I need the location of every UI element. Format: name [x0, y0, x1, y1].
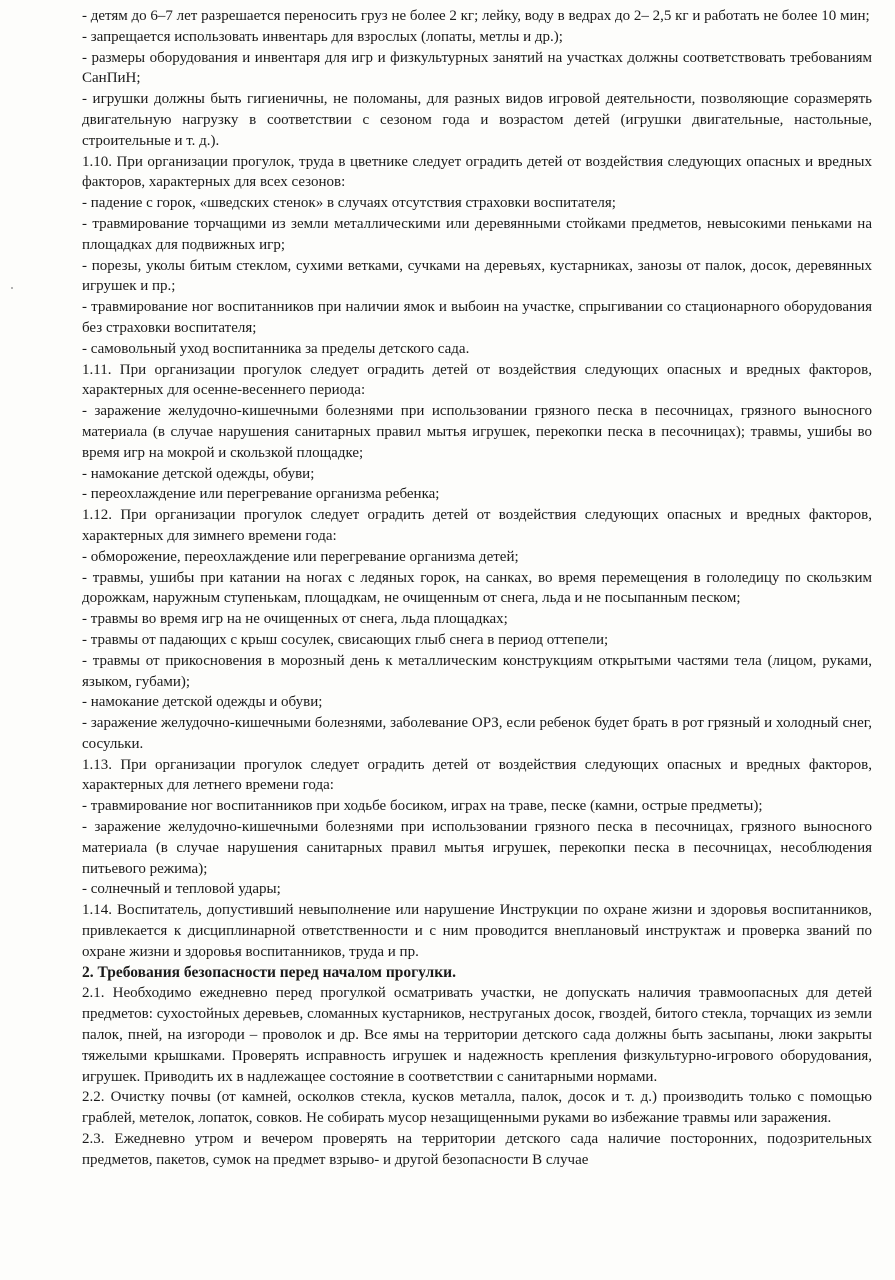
- section-heading: 2. Требования безопасности перед началом прогулки.: [82, 963, 456, 981]
- paragraph: - травмы, ушибы при катании на ногах с ледяных горок, на санках, во время перемещения в гололедицу по скользким дорожкам, наружным ступенькам, площадкам, не очищенным от снега, льда и не посыпанным песком;: [82, 569, 872, 607]
- paragraph: - игрушки должны быть гигиеничны, не поломаны, для разных видов игровой деятельности, позволяющие соразмерять двигательную нагрузку в соответствии с сезоном года и возрастом детей (игрушки двигательные, настольные, строительные и т. д.).: [82, 91, 872, 149]
- paragraph: - переохлаждение или перегревание организма ребенка;: [82, 486, 440, 503]
- scan-speck: [11, 287, 13, 289]
- paragraph: - травмы во время игр на не очищенных от снега, льда площадках;: [82, 611, 508, 628]
- paragraph: - порезы, уколы битым стеклом, сухими ветками, сучками на деревьях, кустарниках, занозы от палок, досок, деревянных игрушек и пр.;: [82, 257, 872, 295]
- paragraph: - травмирование ног воспитанников при ходьбе босиком, играх на траве, песке (камни, острые предметы);: [82, 798, 763, 815]
- document-body: [82, 6, 872, 1171]
- paragraph: - падение с горок, «шведских стенок» в случаях отсутствия страховки воспитателя;: [82, 195, 616, 212]
- paragraph: 2.1. Необходимо ежедневно перед прогулкой осматривать участки, не допускать наличия травмоопасных для детей предметов: сухостойных деревьев, сломанных кустарников, неструганых досок, гвоздей, битого стекла, торчащих из земли палок, пней, на изгороди – проволок и др. Все ямы на территории детского сада должны быть засыпаны, люки закрыты тяжелыми крышками. Проверять исправность игрушек и надежность крепления физкультурно-игрового оборудования, игрушек. Приводить их в надлежащее состояние в соответствии с санитарными нормами.: [82, 985, 872, 1085]
- paragraph: - травмы от прикосновения в морозный день к металлическим конструкциям открытыми частями тела (лицом, руками, языком, губами);: [82, 652, 872, 690]
- paragraph: - самовольный уход воспитанника за пределы детского сада.: [82, 340, 470, 357]
- paragraph: 1.13. При организации прогулок следует оградить детей от воздействия следующих опасных и вредных факторов, характерных для летнего времени года:: [82, 756, 872, 794]
- paragraph: - травмирование ног воспитанников при наличии ямок и выбоин на участке, спрыгивании со стационарного оборудования без страховки воспитателя;: [82, 299, 872, 336]
- paragraph: 1.14. Воспитатель, допустивший невыполнение или нарушение Инструкции по охране жизни и здоровья воспитанников, привлекается к дисциплинарной ответственности и с ним проводится внеплановый инструктаж и проверка званий по охране жизни и здоровья воспитанников, труда и пр.: [82, 902, 872, 960]
- paragraph: - заражение желудочно-кишечными болезнями при использовании грязного песка в песочницах, грязного выносного материала (в случае нарушения санитарных правил мытья игрушек, перекопки песка в песочницах); травмы, ушибы во время игр на мокрой и скользкой площадке;: [82, 403, 872, 461]
- paragraph: 2.3. Ежедневно утром и вечером проверять на территории детского сада наличие посторонних, подозрительных предметов, пакетов, сумок на предмет взрыво- и другой безопасности В случае: [82, 1131, 872, 1168]
- paragraph: - намокание детской одежды и обуви;: [82, 694, 323, 711]
- paragraph: - запрещается использовать инвентарь для взрослых (лопаты, метлы и др.);: [82, 28, 563, 45]
- paragraph: - травмирование торчащими из земли металлическими или деревянными стойками предметов, невысокими пеньками на площадках для подвижных игр;: [82, 215, 872, 253]
- paragraph: - намокание детской одежды, обуви;: [82, 465, 315, 482]
- paragraph: 2.2. Очистку почвы (от камней, осколков стекла, кусков металла, палок, досок и т. д.) производить только с помощью граблей, метелок, лопаток, совков. Не собирать мусор незащищенными руками во избежание травмы или заражения.: [82, 1089, 872, 1127]
- paragraph: - заражение желудочно-кишечными болезнями при использовании грязного песка в песочницах, грязного выносного материала (в случае нарушения санитарных правил мытья игрушек, перекопки песка в песочницах, несоблюдения питьевого режима);: [82, 819, 872, 877]
- paragraph: - травмы от падающих с крыш сосулек, свисающих глыб снега в период оттепели;: [82, 631, 609, 648]
- paragraph: 1.10. При организации прогулок, труда в цветнике следует оградить детей от воздействия следующих опасных и вредных факторов, характерных для всех сезонов:: [82, 153, 872, 191]
- paragraph: - обморожение, переохлаждение или перегревание организма детей;: [82, 548, 519, 565]
- paragraph: 1.12. При организации прогулок следует оградить детей от воздействия следующих опасных и вредных факторов, характерных для зимнего времени года:: [82, 507, 872, 544]
- paragraph: - размеры оборудования и инвентаря для игр и физкультурных занятий на участках должны соответствовать требованиям СанПиН;: [82, 49, 872, 87]
- paragraph: - заражение желудочно-кишечными болезнями, заболевание ОРЗ, если ребенок будет брать в рот грязный и холодный снег, сосульки.: [82, 715, 872, 752]
- paragraph: - солнечный и тепловой удары;: [82, 881, 281, 898]
- paragraph: - детям до 6–7 лет разрешается переносить груз не более 2 кг; лейку, воду в ведрах до 2– 2,5 кг и работать не более 10 мин;: [82, 8, 870, 24]
- paragraph: 1.11. При организации прогулок следует оградить детей от воздействия следующих опасных и вредных факторов, характерных для осенне-весеннего периода:: [82, 361, 872, 399]
